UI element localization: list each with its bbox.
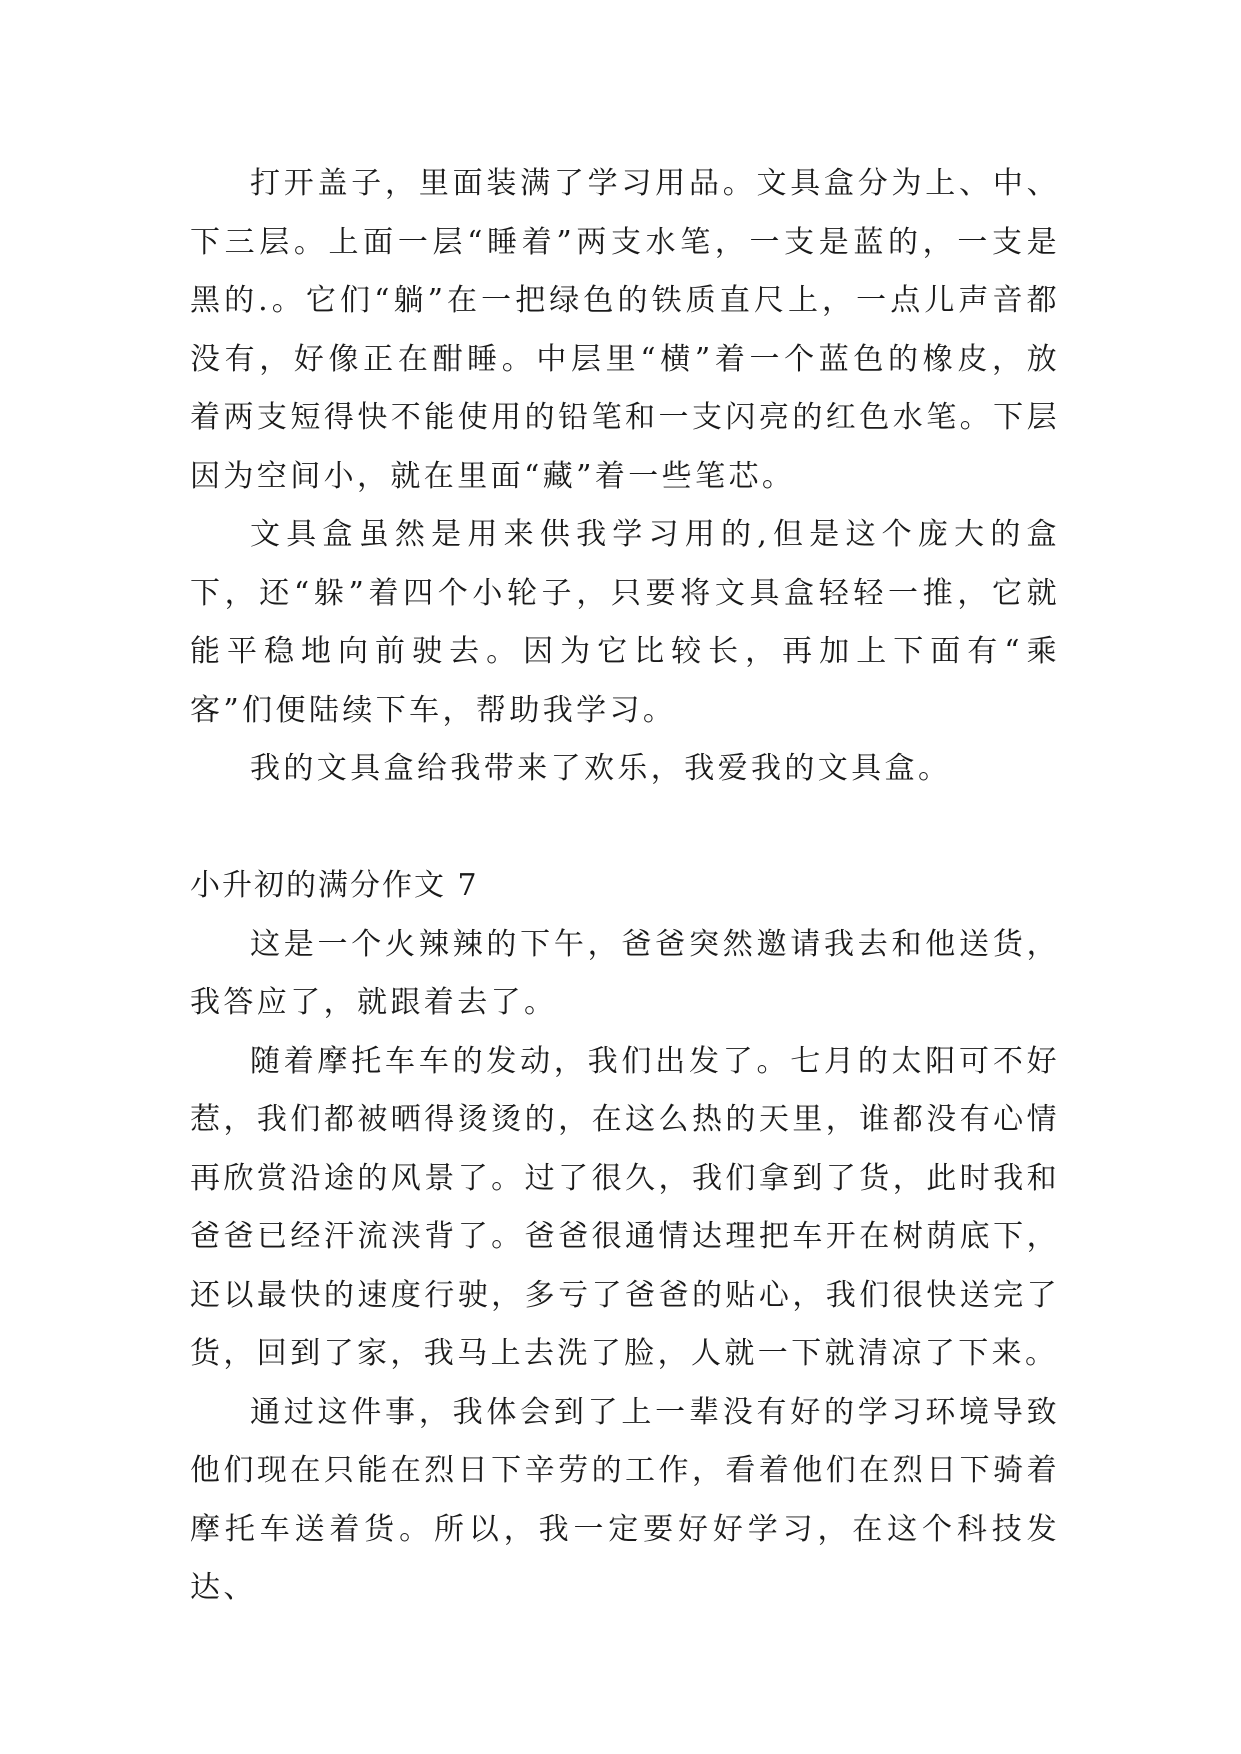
paragraph-pencil-box-wheels: 文具盒虽然是用来供我学习用的,但是这个庞大的盒下，还“躲”着四个小轮子，只要将文具盒轻轻一推，它就能平稳地向前驶去。因为它比较长，再加上下面有“乘客”们便陆续下车，帮助我学习。 — [190, 517, 1060, 728]
paragraph-pencil-box-layers: 打开盖子，里面装满了学习用品。文具盒分为上、中、下三层。上面一层“睡着”两支水笔，一支是蓝的，一支是黑的.。它们“躺”在一把绿色的铁质直尺上，一点儿声音都没有，好像正在酣睡。中层里“横”着一个蓝色的橡皮，放着两支短得快不能使用的铅笔和一支闪亮的红色水笔。下层因为空间小，就在里面“藏”着一些笔芯。 — [190, 166, 1060, 494]
paragraph-reflection: 通过这件事，我体会到了上一辈没有好的学习环境导致他们现在只能在烈日下辛劳的工作，看着他们在烈日下骑着摩托车送着货。所以，我一定要好好学习，在这个科技发达、 — [190, 1394, 1060, 1605]
document-body — [190, 155, 1060, 1618]
section-title: 小升初的满分作文 7 — [190, 868, 479, 903]
paragraph-pencil-box-joy: 我的文具盒给我带来了欢乐，我爱我的文具盒。 — [250, 751, 952, 786]
paragraph-afternoon-invite: 这是一个火辣辣的下午，爸爸突然邀请我去和他送货，我答应了，就跟着去了。 — [190, 926, 1060, 1020]
paragraph-delivery-ride: 随着摩托车车的发动，我们出发了。七月的太阳可不好惹，我们都被晒得烫烫的，在这么热的天里，谁都没有心情再欣赏沿途的风景了。过了很久，我们拿到了货，此时我和爸爸已经汗流浃背了。爸爸很通情达理把车开在树荫底下，还以最快的速度行驶，多亏了爸爸的贴心，我们很快送完了货，回到了家，我马上去洗了脸，人就一下就清凉了下来。 — [190, 1043, 1060, 1371]
